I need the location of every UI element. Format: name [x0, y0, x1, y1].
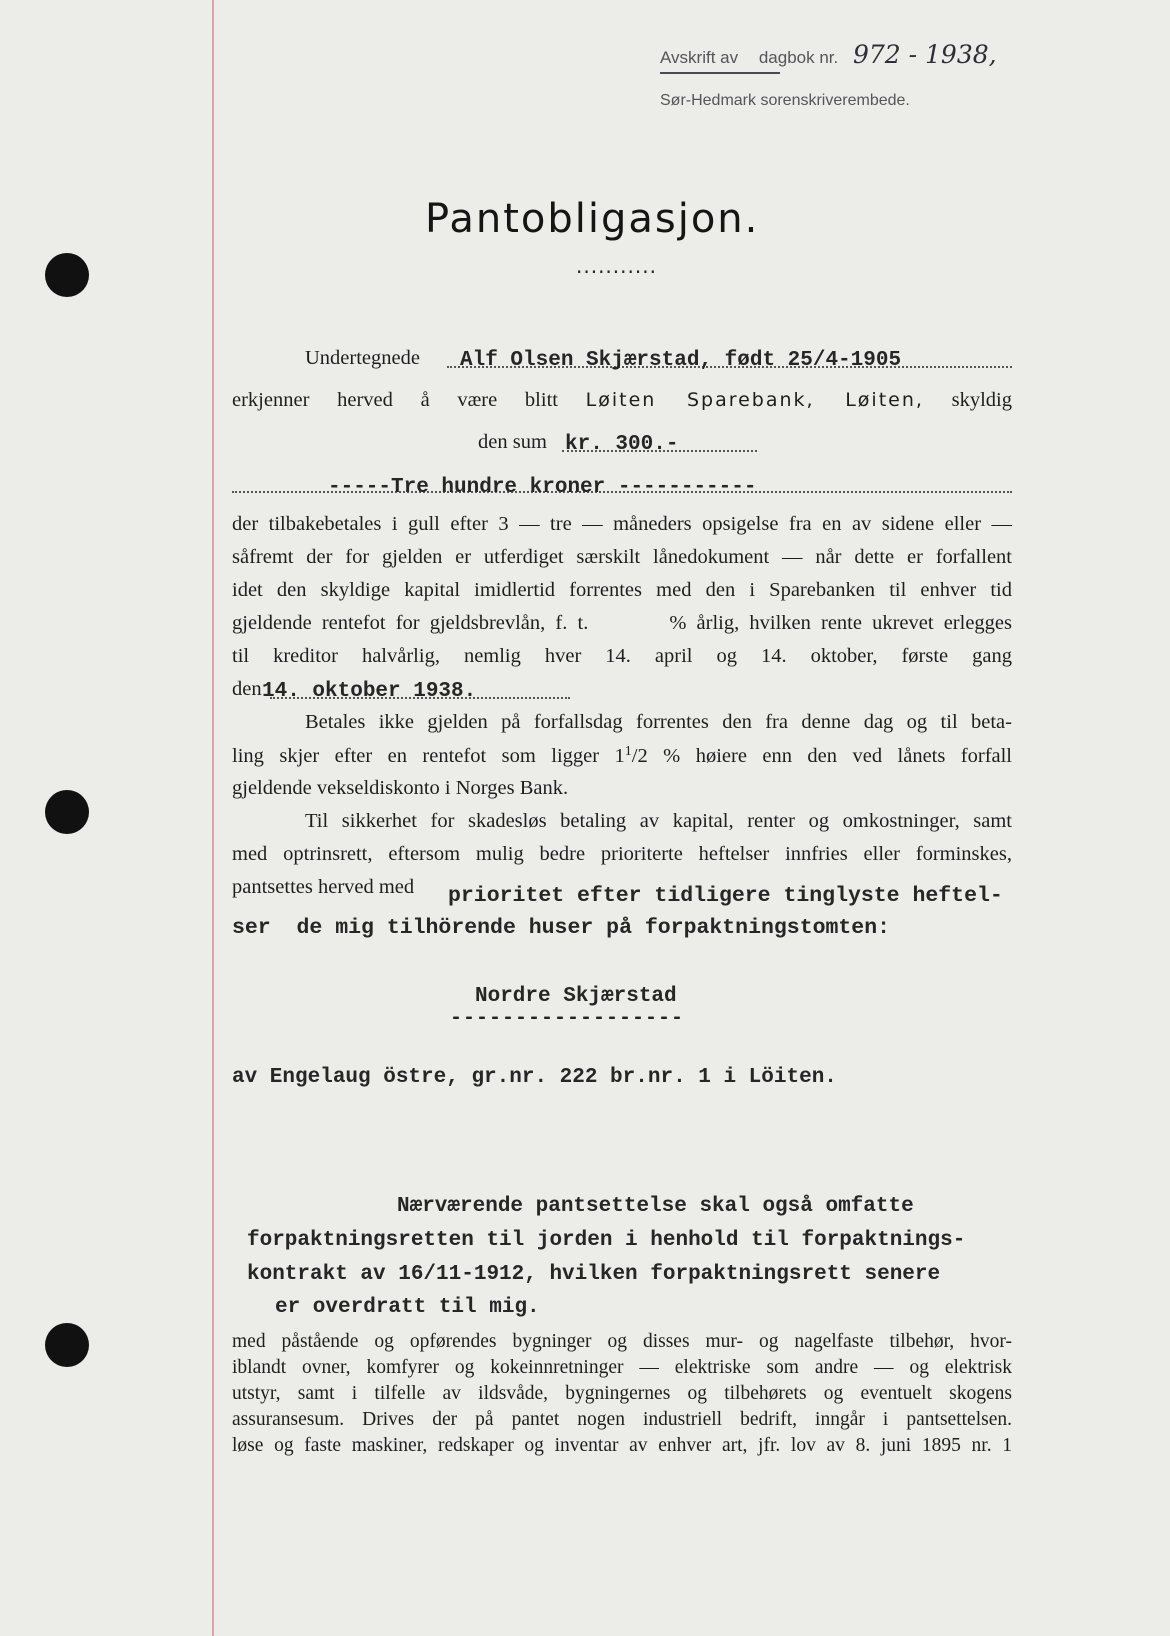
closing-line-3: utstyr, samt i tilfelle av ildsvåde, bygningernes og tilbehørets og eventuelt skogens: [232, 1383, 1012, 1404]
property-name: Nordre Skjærstad: [475, 985, 677, 1008]
punch-hole-top: [45, 253, 89, 297]
red-margin-line: [212, 0, 214, 1636]
security-typed-2: ser de mig tilhörende huser på forpaktningstomten:: [232, 916, 891, 940]
body-line-3: idet den skyldige kapital imidlertid forrentes med den i Sparebanken til enhver tid: [232, 579, 1012, 601]
sum-label: den sum: [478, 431, 547, 453]
debtor-label: Undertegnede: [305, 347, 420, 369]
security-line-1: Til sikkerhet for skadesløs betaling av kapital, renter og omkostninger, samt: [305, 810, 1012, 832]
addendum-line-2: forpaktningsretten til jorden i henhold til forpaktnings-: [247, 1229, 966, 1252]
security-line-2: med optrinsrett, eftersom mulig bedre prioriterte heftelser innfries eller forminskes,: [232, 843, 1012, 865]
addendum-line-4: er overdratt til mig.: [275, 1296, 540, 1319]
addendum-line-3: kontrakt av 16/11-1912, hvilken forpaktningsrett senere: [247, 1263, 941, 1286]
security-typed-1: prioritet efter tidligere tinglyste heftel-: [448, 884, 1003, 908]
dagbok-label: dagbok nr.: [758, 48, 839, 67]
interest-line-1: Betales ikke gjelden på forfallsdag forrentes den fra denne dag og til beta-: [305, 711, 1012, 733]
title-dots: ...........: [576, 254, 657, 278]
punch-hole-bottom: [45, 1323, 89, 1367]
closing-line-2: iblandt ovner, komfyrer og kokeinnretninger — elektriske som andre — og elektrisk: [232, 1357, 1012, 1378]
fraction-superscript: 1: [624, 744, 632, 759]
body-line-5: til kreditor halvårlig, nemlig hver 14. april og 14. oktober, første gang: [232, 645, 1012, 667]
office-stamp: Sør-Hedmark sorenskriverembede.: [660, 92, 910, 109]
closing-line-4: assuransesum. Drives der på pantet nogen industriell bedrift, inngår i pantsettelsen.: [232, 1409, 1012, 1430]
interest-line-3: gjeldende vekseldiskonto i Norges Bank.: [232, 777, 569, 799]
body-line-1: der tilbakebetales i gull efter 3 — tre — måneders opsigelse fra en av sidene eller —: [232, 513, 1012, 535]
creditor-name: Løiten Sparebank, Løiten,: [585, 389, 924, 411]
first-date-label: den: [232, 678, 262, 700]
stamp-line: [660, 40, 997, 69]
interest-line-2-start: ling skjer efter en rentefot som ligger 1: [232, 745, 625, 767]
punch-hole-middle: [45, 790, 89, 834]
closing-line-5: løse og faste maskiner, redskaper og inventar av enhver art, jfr. lov av 8. juni 1895 nr. 1: [232, 1435, 1012, 1456]
sum-in-words: -----Tre hundre kroner -----------: [328, 476, 757, 499]
creditor-prefix: erkjenner herved å være blitt: [232, 389, 558, 411]
body-line-2: såfremt der for gjelden er utferdiget særskilt lånedokument — når dette er forfallent: [232, 546, 1012, 568]
sum-value: kr. 300.-: [565, 433, 679, 456]
body-line-4: gjeldende rentefot for gjeldsbrevlån, f. t. % årlig, hvilken rente ukrevet erlegges: [232, 612, 1012, 634]
interest-line-2: [232, 744, 1012, 768]
debtor-name: Alf Olsen Skjærstad, født 25/4-1905: [460, 349, 902, 372]
addendum-line-1: Nærværende pantsettelse skal også omfatte: [397, 1195, 914, 1218]
creditor-suffix: skyldig: [951, 389, 1012, 411]
creditor-line: [232, 389, 1012, 412]
security-label: pantsettes herved med: [232, 876, 415, 898]
avskrift-label: Avskrift av: [660, 48, 739, 67]
dagbok-number: 972 - 1938,: [852, 40, 997, 69]
property-underline: ------------------: [450, 1007, 685, 1030]
interest-line-2-end: /2 % høiere enn den ved lånets forfall: [631, 745, 1013, 767]
document-title: Pantobligasjon.: [425, 196, 760, 242]
stamp-strikethrough: [660, 72, 780, 74]
closing-line-1: med påstående og opførendes bygninger og disses mur- og nagelfaste tilbehør, hvor-: [232, 1331, 1012, 1352]
property-detail: av Engelaug östre, gr.nr. 222 br.nr. 1 i Löiten.: [232, 1066, 837, 1089]
first-date-value: 14. oktober 1938.: [262, 680, 477, 703]
